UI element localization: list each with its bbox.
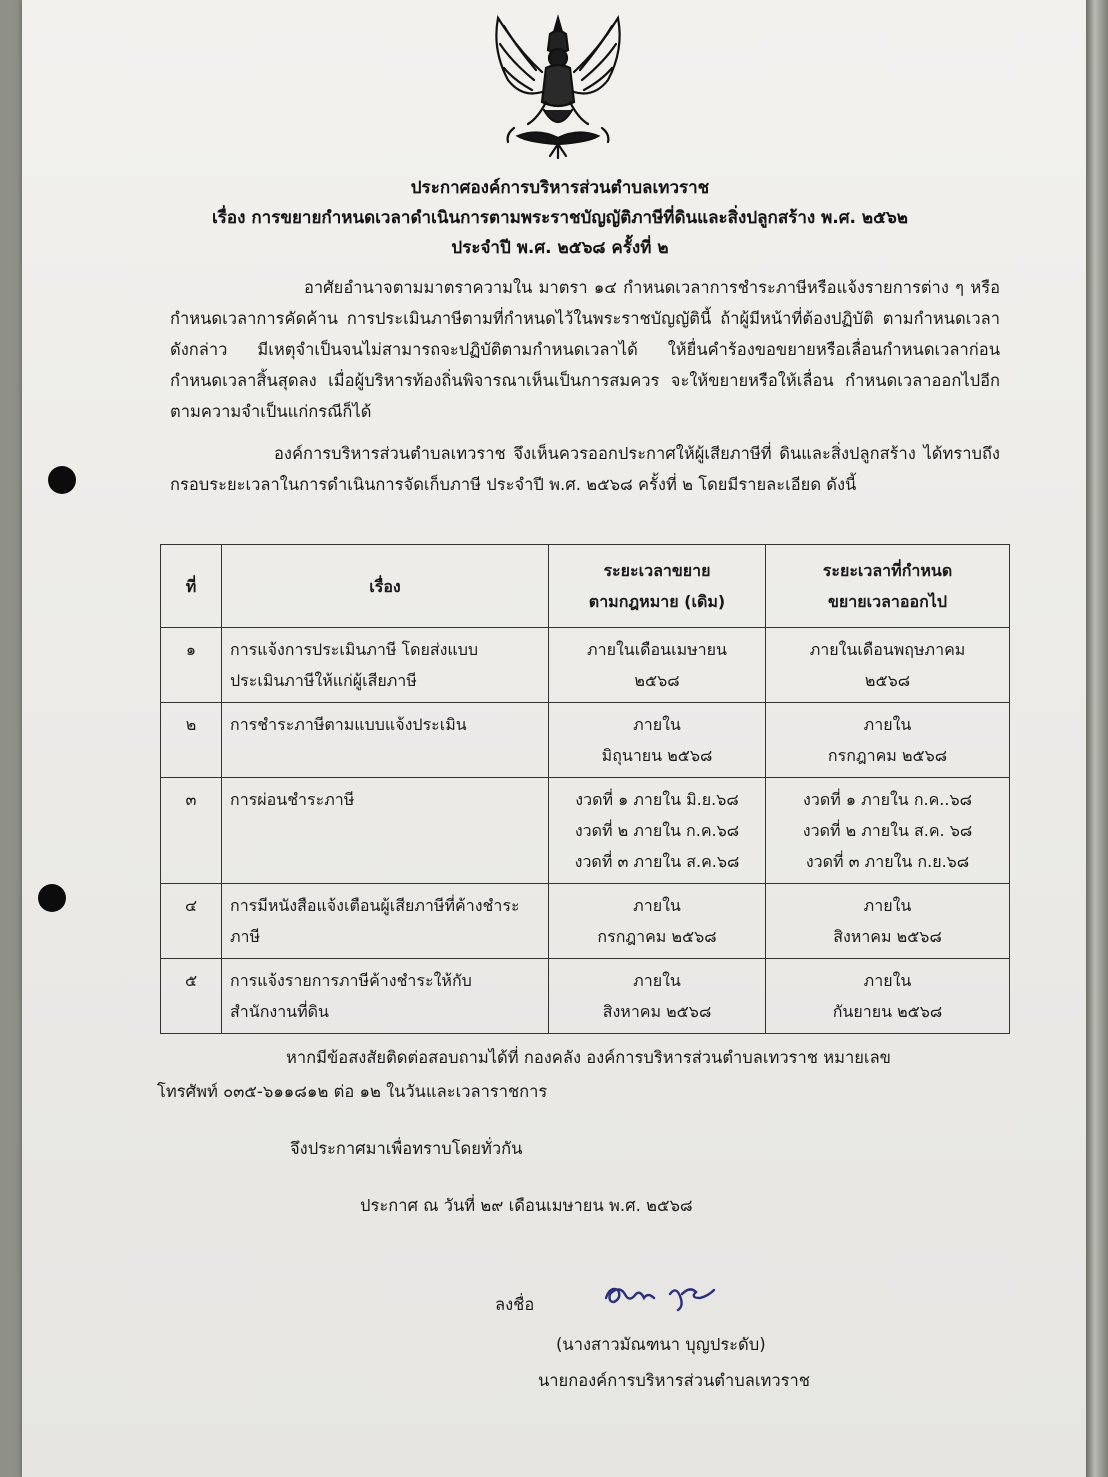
paragraph-authority: อาศัยอำนาจตามมาตราความใน มาตรา ๑๔ กำหนดเวลาการชำระภาษีหรือแจ้งรายการต่าง ๆ หรือกำหนดเวลาการคัดค้าน การประเมินภาษีตามที่กำหนดไว้ในพระราชบัญญัตินี้ ถ้าผู้มีหน้าที่ต้องปฏิบัติ ตามกำหนดเวลาดังกล่าว มีเหตุจำเป็นจนไม่สามารถจะปฏิบัติตามกำหนดเวลาได้ ให้ยื่นคำร้องขอขยายหรือเลื่อนกำหนดเวลาก่อน กำหนดเวลาสิ้นสุดลง เมื่อผู้บริหารท้องถิ่นพิจารณาเห็นเป็นการสมควร จะให้ขยายหรือให้เลื่อน กำหนดเวลาออกไปอีกตามความจำเป็นแก่กรณีก็ได้ — [170, 278, 1000, 421]
garuda-emblem-icon — [488, 10, 628, 160]
date-line: ประกาศ ณ วันที่ ๒๙ เดือนเมษายน พ.ศ. ๒๕๖๘ — [360, 1196, 693, 1215]
table-row: ๒ การชำระภาษีตามแบบแจ้งประเมิน ภายใน มิถุนายน ๒๕๖๘ ภายใน กรกฎาคม ๒๕๖๘ — [161, 703, 1010, 778]
schedule-table — [160, 544, 1010, 1034]
announce-line: จึงประกาศมาเพื่อทราบโดยทั่วกัน — [290, 1139, 523, 1158]
signer-name: (นางสาวมัณฑนา บุญประดับ) — [556, 1335, 766, 1354]
header-subject: เรื่อง — [222, 545, 549, 628]
header-original-period: ระยะเวลาขยาย ตามกฎหมาย (เดิม) — [549, 545, 766, 628]
punch-hole-bottom — [38, 884, 66, 912]
table-row: ๔ การมีหนังสือแจ้งเตือนผู้เสียภาษีที่ค้างชำระ ภาษี ภายใน กรกฎาคม ๒๕๖๘ ภายใน สิงหาคม ๒๕๖๘ — [161, 884, 1010, 959]
punch-hole-top — [48, 466, 76, 494]
table-row: ๕ การแจ้งรายการภาษีค้างชำระให้กับ สำนักงานที่ดิน ภายใน สิงหาคม ๒๕๖๘ ภายใน กันยายน ๒๕๖๘ — [161, 959, 1010, 1034]
contact-line-1: หากมีข้อสงสัยติดต่อสอบถามได้ที่ กองคลัง องค์การบริหารส่วนตำบลเทวราช หมายเลข — [286, 1048, 891, 1067]
title-line-2: เรื่อง การขยายกำหนดเวลาดำเนินการตามพระราชบัญญัติภาษีที่ดินและสิ่งปลูกสร้าง พ.ศ. ๒๕๖๒ — [211, 208, 909, 228]
signer-title: นายกองค์การบริหารส่วนตำบลเทวราช — [538, 1371, 810, 1390]
table-row: ๓ การผ่อนชำระภาษี งวดที่ ๑ ภายใน มิ.ย.๖๘ งวดที่ ๒ ภายใน ก.ค.๖๘ งวดที่ ๓ ภายใน ส.ค.๖๘ งวดที่ ๑ ภายใน ก.ค..๖๘ งวดที่ ๒ ภายใน ส.ค. ๖๘ งวดที่ ๓ ภายใน ก.ย.๖๘ — [161, 778, 1010, 884]
title-line-1: ประกาศองค์การบริหารส่วนตำบลเทวราช — [410, 178, 710, 198]
header-extended-period: ระยะเวลาที่กำหนด ขยายเวลาออกไป — [766, 545, 1010, 628]
title-line-3: ประจำปี พ.ศ. ๒๕๖๘ ครั้งที่ ๒ — [451, 238, 669, 258]
table-header-row — [161, 545, 1010, 628]
table-row: ๑ การแจ้งการประเมินภาษี โดยส่งแบบ ประเมินภาษีให้แก่ผู้เสียภาษี ภายในเดือนเมษายน ๒๕๖๘ ภายในเดือนพฤษภาคม ๒๕๖๘ — [161, 628, 1010, 703]
header-no: ที่ — [161, 545, 222, 628]
paragraph-intro: องค์การบริหารส่วนตำบลเทวราช จึงเห็นควรออกประกาศให้ผู้เสียภาษีที่ ดินและสิ่งปลูกสร้าง ได้ทราบถึงกรอบระยะเวลาในการดำเนินการจัดเก็บภาษี ประจำปี พ.ศ. ๒๕๖๘ ครั้งที่ ๒ โดยมีรายละเอียด ดังนี้ — [170, 444, 1000, 494]
contact-line-2: โทรศัพท์ ๐๓๕-๖๑๑๘๑๒ ต่อ ๑๒ ในวันและเวลาราชการ — [157, 1082, 548, 1101]
sign-label: ลงชื่อ — [495, 1295, 535, 1314]
handwritten-signature — [600, 1276, 720, 1316]
desk-edge — [1086, 0, 1108, 1477]
